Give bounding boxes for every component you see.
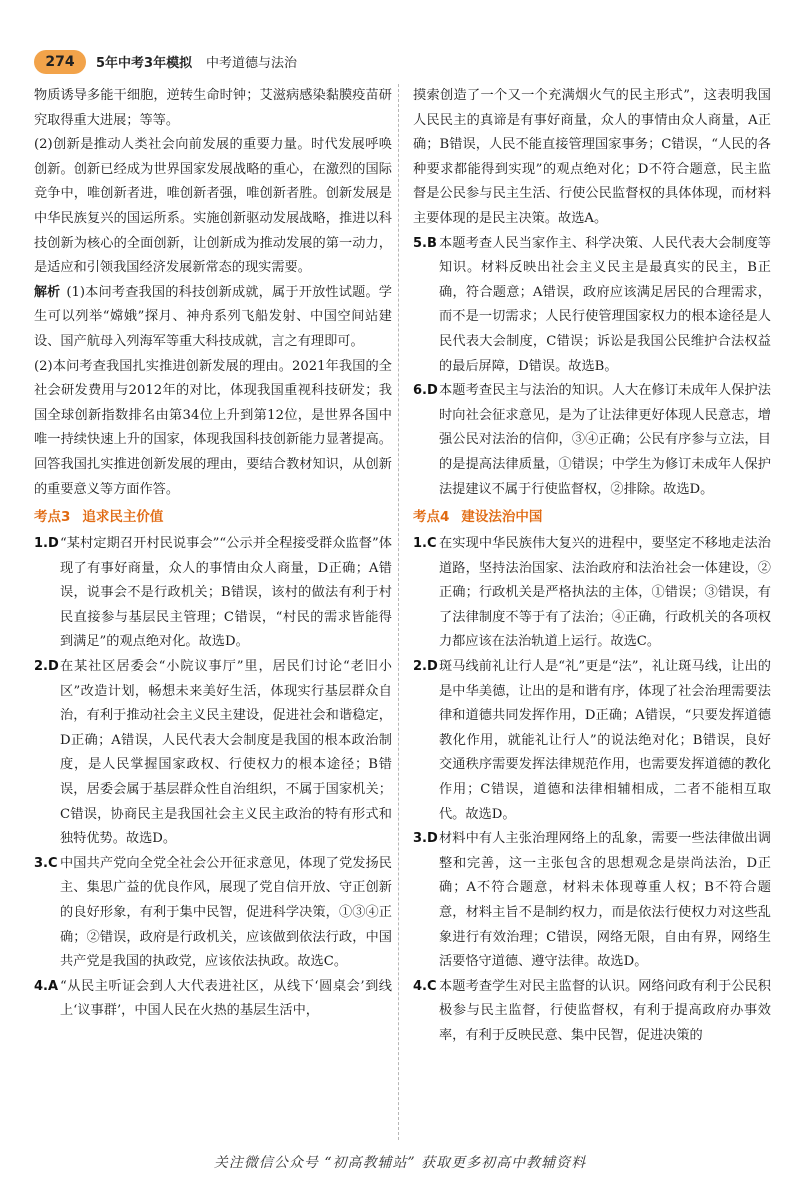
- answer-number: 2.D: [34, 659, 59, 675]
- answer-number: 6.D: [413, 383, 438, 399]
- analysis-text: (1)本问考查我国的科技创新成就，属于开放性试题。学生可以列举“嫦娥”探月、神舟系列飞船发射、中国空间站建设、国产航母入列海军等重大科技成就，言之有理即可。: [34, 284, 392, 349]
- paragraph: (2)创新是推动人类社会向前发展的重要力量。时代发展呼唤创新。创新已经成为世界国家发展战略的重心，在激烈的国际竞争中，唯创新者进，唯创新者强，唯创新者胜。创新发展是中华民族复兴的国运所系。实施创新驱动发展战略，推进以科技创新为核心的全面创新，让创新成为推动发展的第一动力，是适应和引领我国经济发展新常态的现实需要。: [34, 137, 392, 276]
- answer-item: [34, 532, 392, 655]
- answer-number: 1.C: [413, 536, 437, 552]
- analysis-paragraph: [34, 281, 392, 355]
- section-label: 考点4: [413, 509, 450, 526]
- answer-number: 2.D: [413, 659, 438, 675]
- left-column: [34, 84, 392, 1024]
- section-heading: [413, 504, 771, 530]
- answer-item: [413, 655, 771, 827]
- answer-text: “某村定期召开村民说事会”“公示并全程接受群众监督”体现了有事好商量，众人的事情由众人商量，D正确；A错误，说事会不是行政机关；B错误，该村的做法有利于村民直接参与基层民主管理；C错误，“村民的需求皆能得到满足”的观点绝对化。故选D。: [60, 536, 392, 650]
- answer-number: 4.A: [34, 978, 59, 994]
- answer-text: 在某社区居委会“小院议事厅”里，居民们讨论“老旧小区”改造计划，畅想未来美好生活，体现实行基层群众自治，有利于推动社会主义民主建设，促进社会和谐稳定，D正确；A错误，人民代表大会制度是我国的根本政治制度，是人民掌握国家政权、行使权力的根本途径；B错误，居委会属于基层群众性自治组织，不属于国家机关；C错误，协商民主是我国社会主义民主政治的特有形式和独特优势。故选D。: [60, 659, 392, 847]
- section-topic: 追求民主价值: [82, 509, 164, 526]
- paragraph: (2)本问考查我国扎实推进创新发展的理由。2021年我国的全社会研发费用与2012年的对比，体现我国重视科技研发；我国全球创新指数排名由第34位上升到第12位，是世界各国中唯一持续快速上升的国家，体现我国科技创新能力显著提高。回答我国扎实推进创新发展的理由，要结合教材知识，从创新的重要意义等方面作答。: [34, 358, 392, 497]
- answer-item: [413, 975, 771, 1049]
- answer-item: [413, 827, 771, 975]
- book-title: 5年中考3年模拟: [96, 56, 193, 71]
- paragraph: 摸索创造了一个又一个充满烟火气的民主形式”，这表明我国人民民主的真谛是有事好商量，众人的事情由众人商量，A正确；B错误，人民不能直接管理国家事务；C错误，“人民的各种要求都能得到实现”的观点绝对化；D不符合题意，民主监督是公民参与民主生活、行使公民监督权的具体体现，而材料主要体现的是民主决策。故选A。: [413, 88, 771, 226]
- column-divider: [398, 84, 399, 1140]
- analysis-label: 解析: [34, 284, 61, 300]
- answer-number: 3.D: [413, 831, 438, 847]
- section-label: 考点3: [34, 509, 71, 526]
- footer-watermark: 关注微信公众号 “初高教辅站” 获取更多初高中教辅资料: [213, 1155, 587, 1171]
- section-heading: [34, 504, 392, 530]
- answer-item: [34, 852, 392, 975]
- page-header: [34, 50, 774, 76]
- answer-text: 本题考查民主与法治的知识。人大在修订未成年人保护法时向社会征求意见，是为了让法律更好体现人民意志，增强公民对法治的信仰，③④正确；公民有序参与立法，目的是提高法律质量，①错误；中学生为修订未成年人保护法提建议不属于行使监督权，②排除。故选D。: [439, 383, 771, 497]
- answer-text: 中国共产党向全党全社会公开征求意见，体现了党发扬民主、集思广益的优良作风，展现了党自信开放、守正创新的良好形象，有利于集中民智，促进科学决策，①③④正确；②错误，政府是行政机关，应该做到依法行政，中国共产党是我国的执政党，应该依法执政。故选C。: [60, 855, 392, 970]
- book-subject: 中考道德与法治: [206, 56, 298, 71]
- answer-item: [34, 975, 392, 1024]
- right-column: [413, 84, 771, 1049]
- paragraph: 物质诱导多能干细胞，逆转生命时钟；艾滋病感染黏膜疫苗研究取得重大进展；等等。: [34, 88, 392, 128]
- page-number-badge: 274: [34, 50, 86, 74]
- answer-text: “从民主听证会到人大代表进社区，从线下‘圆桌会’到线上‘议事群’，中国人民在火热的基层生活中，: [60, 978, 392, 1019]
- section-topic: 建设法治中国: [461, 509, 543, 526]
- answer-text: 斑马线前礼让行人是“礼”更是“法”，礼让斑马线，让出的是中华美德，让出的是和谐有序，体现了社会治理需要法律和道德共同发挥作用，D正确；A错误，“只要发挥道德教化作用，就能礼让行人”的说法绝对化；B错误，良好交通秩序需要发挥法律规范作用，也需要发挥道德的教化作用；C错误，道德和法律相辅相成，二者不能相互取代。故选D。: [439, 659, 771, 822]
- answer-text: 本题考查学生对民主监督的认识。网络问政有利于公民积极参与民主监督，行使监督权，有利于提高政府办事效率，有利于反映民意、集中民智，促进决策的: [439, 978, 771, 1043]
- answer-text: 在实现中华民族伟大复兴的进程中，要坚定不移地走法治道路，坚持法治国家、法治政府和法治社会一体建设，②正确；行政机关是严格执法的主体，①错误；③错误，有了法律制度不等于有了法治；④正确，行政机关的各项权力都应该在法治轨道上运行。故选C。: [439, 536, 771, 650]
- answer-number: 5.B: [413, 235, 437, 251]
- answer-text: 材料中有人主张治理网络上的乱象，需要一些法律做出调整和完善，这一主张包含的思想观念是崇尚法治，D正确；A不符合题意，材料未体现尊重人权；B不符合题意，材料主旨不是制约权力，而是依法行使权力对这些乱象进行有效治理；C错误，网络无限，自由有界，网络生活要恪守道德、遵守法律。故选D。: [439, 831, 771, 970]
- answer-item: [413, 532, 771, 655]
- answer-number: 3.C: [34, 855, 58, 871]
- answer-item: [413, 232, 771, 380]
- answer-item: [34, 655, 392, 852]
- answer-number: 4.C: [413, 978, 437, 994]
- answer-text: 本题考查人民当家作主、科学决策、人民代表大会制度等知识。材料反映出社会主义民主是最真实的民主，B正确，符合题意；A错误，政府应该满足居民的合理需求，而不是一切需求；人民行使管理国家权力的根本途径是人民代表大会制度，C错误；诉讼是我国公民维护合法权益的最后屏障，D错误。故选B。: [439, 235, 771, 374]
- answer-item: [413, 379, 771, 502]
- answer-number: 1.D: [34, 536, 59, 552]
